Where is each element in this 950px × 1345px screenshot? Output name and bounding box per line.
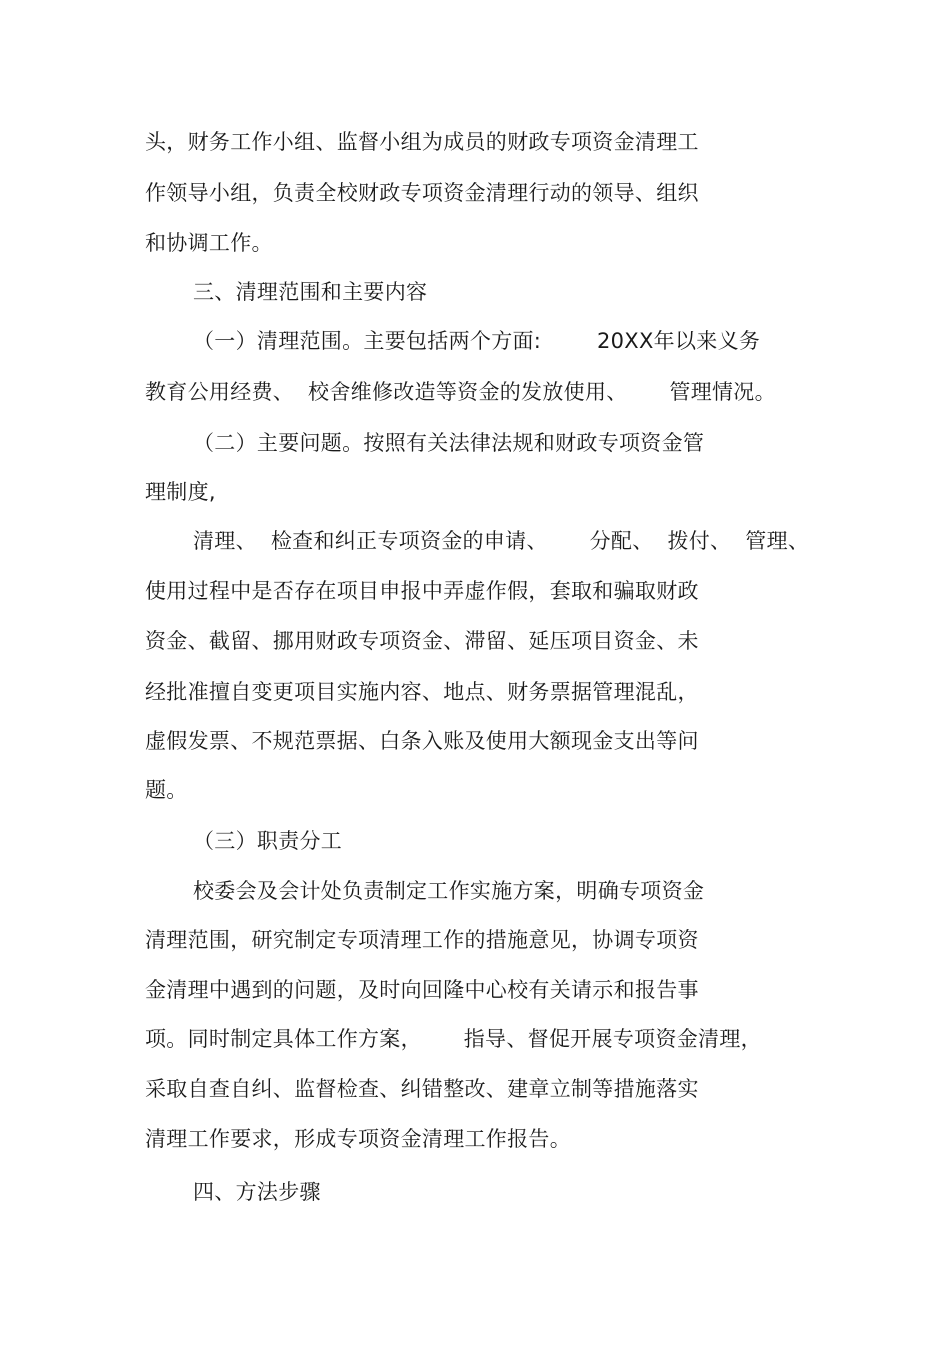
paragraph-line: 资金、截留、挪用财政专项资金、滞留、延压项目资金、未 <box>145 629 699 653</box>
paragraph-line: 题。 <box>145 778 188 802</box>
paragraph-line: 校委会及会计处负责制定工作实施方案，明确专项资金 <box>193 879 705 903</box>
paragraph-line: 虚假发票、不规范票据、白条入账及使用大额现金支出等问 <box>145 729 699 753</box>
paragraph-line: 清理、 检查和纠正专项资金的申请、 分配、 拨付、 管理、 <box>193 529 810 553</box>
paragraph-line: 项。同时制定具体工作方案， 指导、督促开展专项资金清理， <box>145 1027 762 1051</box>
section-heading: 四、方法步骤 <box>193 1180 321 1204</box>
section-heading: 三、清理范围和主要内容 <box>193 280 428 304</box>
paragraph-line: （一）清理范围。主要包括两个方面: 20XX年以来义务 <box>193 329 761 353</box>
paragraph-line: 头，财务工作小组、监督小组为成员的财政专项资金清理工 <box>145 130 699 154</box>
section-heading: （三）职责分工 <box>193 829 343 853</box>
paragraph-line: 使用过程中是否存在项目申报中弄虚作假，套取和骗取财政 <box>145 579 699 603</box>
paragraph-line: 理制度, <box>145 480 216 504</box>
paragraph-line: 清理工作要求，形成专项资金清理工作报告。 <box>145 1127 571 1151</box>
paragraph-line: 采取自查自纠、监督检查、纠错整改、建章立制等措施落实 <box>145 1077 699 1101</box>
paragraph-line: 金清理中遇到的问题，及时向回隆中心校有关请示和报告事 <box>145 978 699 1002</box>
paragraph-line: 教育公用经费、 校舍维修改造等资金的发放使用、 管理情况。 <box>145 380 776 404</box>
paragraph-line: 和协调工作。 <box>145 231 273 255</box>
paragraph-line: 作领导小组，负责全校财政专项资金清理行动的领导、组织 <box>145 181 699 205</box>
paragraph-line: 经批准擅自变更项目实施内容、地点、财务票据管理混乱， <box>145 680 699 704</box>
paragraph-line: （二）主要问题。按照有关法律法规和财政专项资金管 <box>193 431 705 455</box>
paragraph-line: 清理范围，研究制定专项清理工作的措施意见，协调专项资 <box>145 928 699 952</box>
